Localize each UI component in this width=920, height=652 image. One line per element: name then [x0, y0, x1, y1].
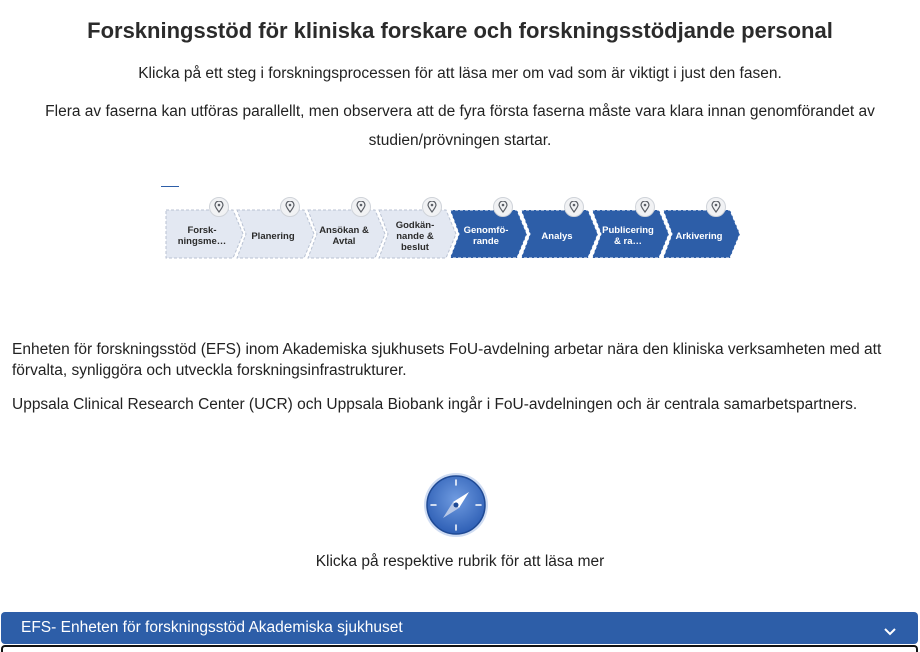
- page-title: Forskningsstöd för kliniska forskare och forskningsstödjande personal: [87, 18, 833, 43]
- process-step-label: Arkivering: [675, 230, 723, 242]
- accordion-efs[interactable]: [1, 612, 918, 644]
- process-step[interactable]: [591, 196, 671, 264]
- process-step[interactable]: [307, 196, 387, 264]
- process-step-label: Publicering & ra…: [602, 225, 654, 247]
- process-step-label: Genomfö- rande: [463, 225, 509, 247]
- process-step-label: Planering: [251, 230, 295, 242]
- process-step-label: Forsk- ningsme…: [177, 225, 227, 247]
- research-process-steps: [165, 196, 745, 264]
- efs-description: Enheten för forskningsstöd (EFS) inom Akademiska sjukhusets FoU-avdelning arbetar nära den kliniska verksamheten med att förvalta, synliggöra och utveckla forskningsinfrastrukturer.: [12, 341, 882, 379]
- divider-line: [161, 186, 179, 187]
- process-step[interactable]: [662, 196, 742, 264]
- process-step[interactable]: [520, 196, 600, 264]
- intro-note: Flera av faserna kan utföras parallellt, men observera att de fyra första faserna måste vara klara innan genomförandet av studien/prövningen startar.: [45, 103, 875, 149]
- process-step-label: Godkän- nande & beslut: [395, 219, 435, 253]
- process-step[interactable]: [449, 196, 529, 264]
- process-step[interactable]: [236, 196, 316, 264]
- hint-text: Klicka på respektive rubrik för att läsa mer: [315, 553, 605, 570]
- accordion-title: EFS- Enheten för forskningsstöd Akademiska sjukhuset: [21, 619, 403, 636]
- accordion-next-item[interactable]: [1, 645, 918, 652]
- process-step-label: Analys: [541, 230, 573, 242]
- intro-text: Klicka på ett steg i forskningsprocessen för att läsa mer om vad som är viktigt i just den fasen.: [138, 65, 782, 82]
- process-step[interactable]: [378, 196, 458, 264]
- chevron-down-icon: [884, 623, 896, 641]
- compass-icon[interactable]: [423, 472, 489, 538]
- process-step-label: Ansökan & Avtal: [319, 225, 369, 247]
- process-step[interactable]: [165, 196, 245, 264]
- partners-description: Uppsala Clinical Research Center (UCR) och Uppsala Biobank ingår i FoU-avdelningen och är centrala samarbetspartners.: [12, 396, 858, 413]
